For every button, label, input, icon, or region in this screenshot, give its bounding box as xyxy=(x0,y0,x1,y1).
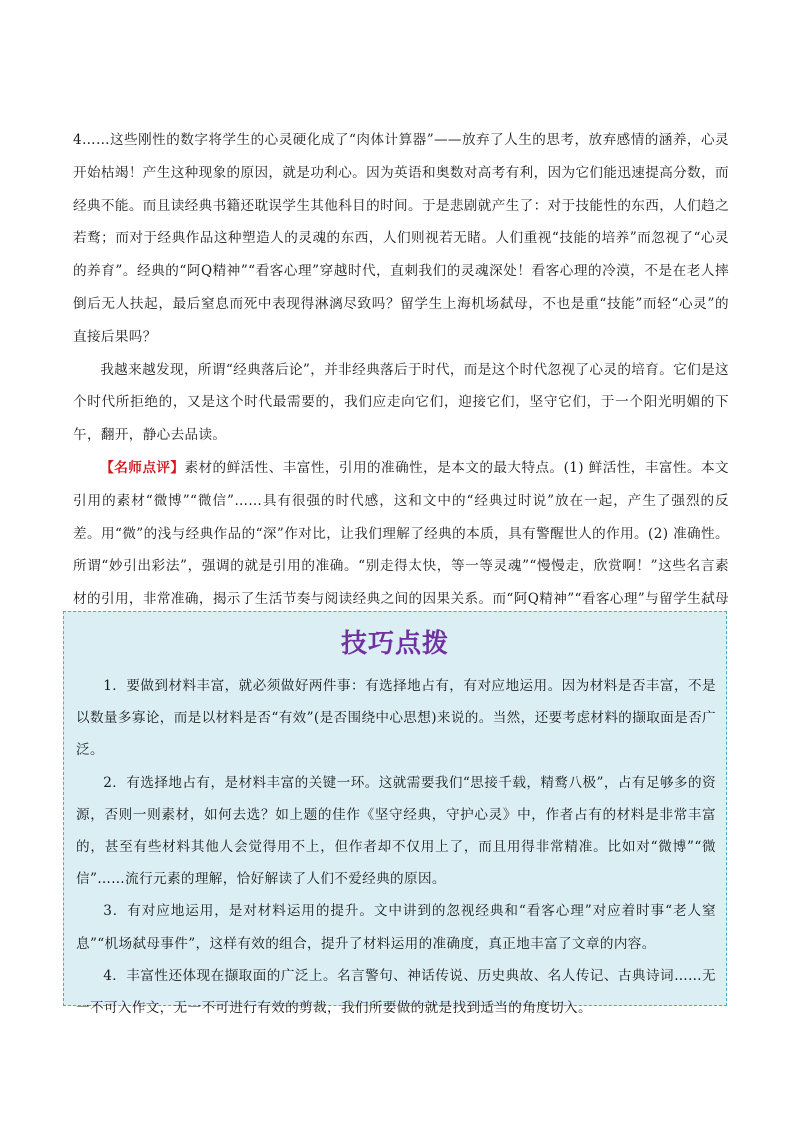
tip-item-1: 1．要做到材料丰富，就必须做好两件事：有选择地占有，有对应地运用。因为材料是否丰富，不是以数量多寡论，而是以材料是否“有效”(是否围绕中心思想)来说的。当然，还要考虑材料的撷取面是否广泛。 xyxy=(76,678,716,759)
tip-item-4: 4．丰富性还体现在撷取面的广泛上。名言警句、神话传说、历史典故、名人传记、古典诗词……无一不可入作文，无一不可进行有效的剪裁，我们所要做的就是找到适当的角度切入。 xyxy=(76,967,716,1017)
commentary-text: 素材的鲜活性、丰富性，引用的准确性，是本文的最大特点。(1) 鲜活性，丰富性。本文引用的素材“微博”“微信”……具有很强的时代感，这和文中的“经典过时说”放在一起，产生了强烈的反差。用“微”的浅与经典作品的“深”作对比，让我们理解了经典的本质，具有警醒世人的作用。(2) 准确性。所谓“妙引出彩法”，强调的就是引用的准确。“别走得太快，等一等灵魂”“慢慢走，欣赏啊！”这些名言素材的引用，非常准确，揭示了生活节奏与阅读经典之间的因果关系。而“阿Q精神”“看客心理”与留学生弑母 xyxy=(73,459,729,608)
essay-paragraph-2: 我越来越发现，所谓“经典落后论”，并非经典落后于时代，而是这个时代忽视了心灵的培育。它们是这个时代所拒绝的，又是这个时代最需要的，我们应走向它们，迎接它们，坚守它们，于一个阳光明媚的下午，翻开，静心去品读。 xyxy=(73,361,729,444)
commentary-label: 【名师点评】 xyxy=(100,459,185,476)
tips-title: 技巧点拨 xyxy=(340,629,449,659)
tip-item-2: 2．有选择地占有，是材料丰富的关键一环。这就需要我们“思接千载，精鹜八极”，占有足够多的资源，否则一则素材，如何去选？如上题的佳作《坚守经典，守护心灵》中，作者占有的材料是非常丰富的，甚至有些材料其他人会觉得用不上，但作者却不仅用上了，而且用得非常精准。比如对“微博”“微信”……流行元素的理解，恰好解读了人们不爱经典的原因。 xyxy=(76,774,716,888)
essay-paragraph-1: 4……这些刚性的数字将学生的心灵硬化成了“肉体计算器”——放弃了人生的思考，放弃感情的涵养，心灵开始枯竭！产生这种现象的原因，就是功利心。因为英语和奥数对高考有利，因为它们能迅速提高分数，而经典不能。而且读经典书籍还耽误学生其他科目的时间。于是悲剧就产生了：对于技能性的东西，人们趋之若鹜；而对于经典作品这种塑造人的灵魂的东西，人们则视若无睹。人们重视“技能的培养”而忽视了“心灵的养育”。经典的“阿Q精神”“看客心理”穿越时代，直刺我们的灵魂深处！看客心理的冷漠，不是在老人摔倒后无人扶起，最后窒息而死中表现得淋漓尽致吗？留学生上海机场弑母，不也是重“技能”而轻“心灵”的直接后果吗？ xyxy=(73,132,729,345)
tips-list xyxy=(76,670,716,1024)
essay-section xyxy=(73,124,729,649)
tip-item-3: 3．有对应地运用，是对材料运用的提升。文中讲到的忽视经典和“看客心理”对应着时事“老人窒息”“机场弑母事件”，这样有效的组合，提升了材料运用的准确度，真正地丰富了文章的内容。 xyxy=(76,903,716,952)
tips-box xyxy=(63,611,727,1017)
